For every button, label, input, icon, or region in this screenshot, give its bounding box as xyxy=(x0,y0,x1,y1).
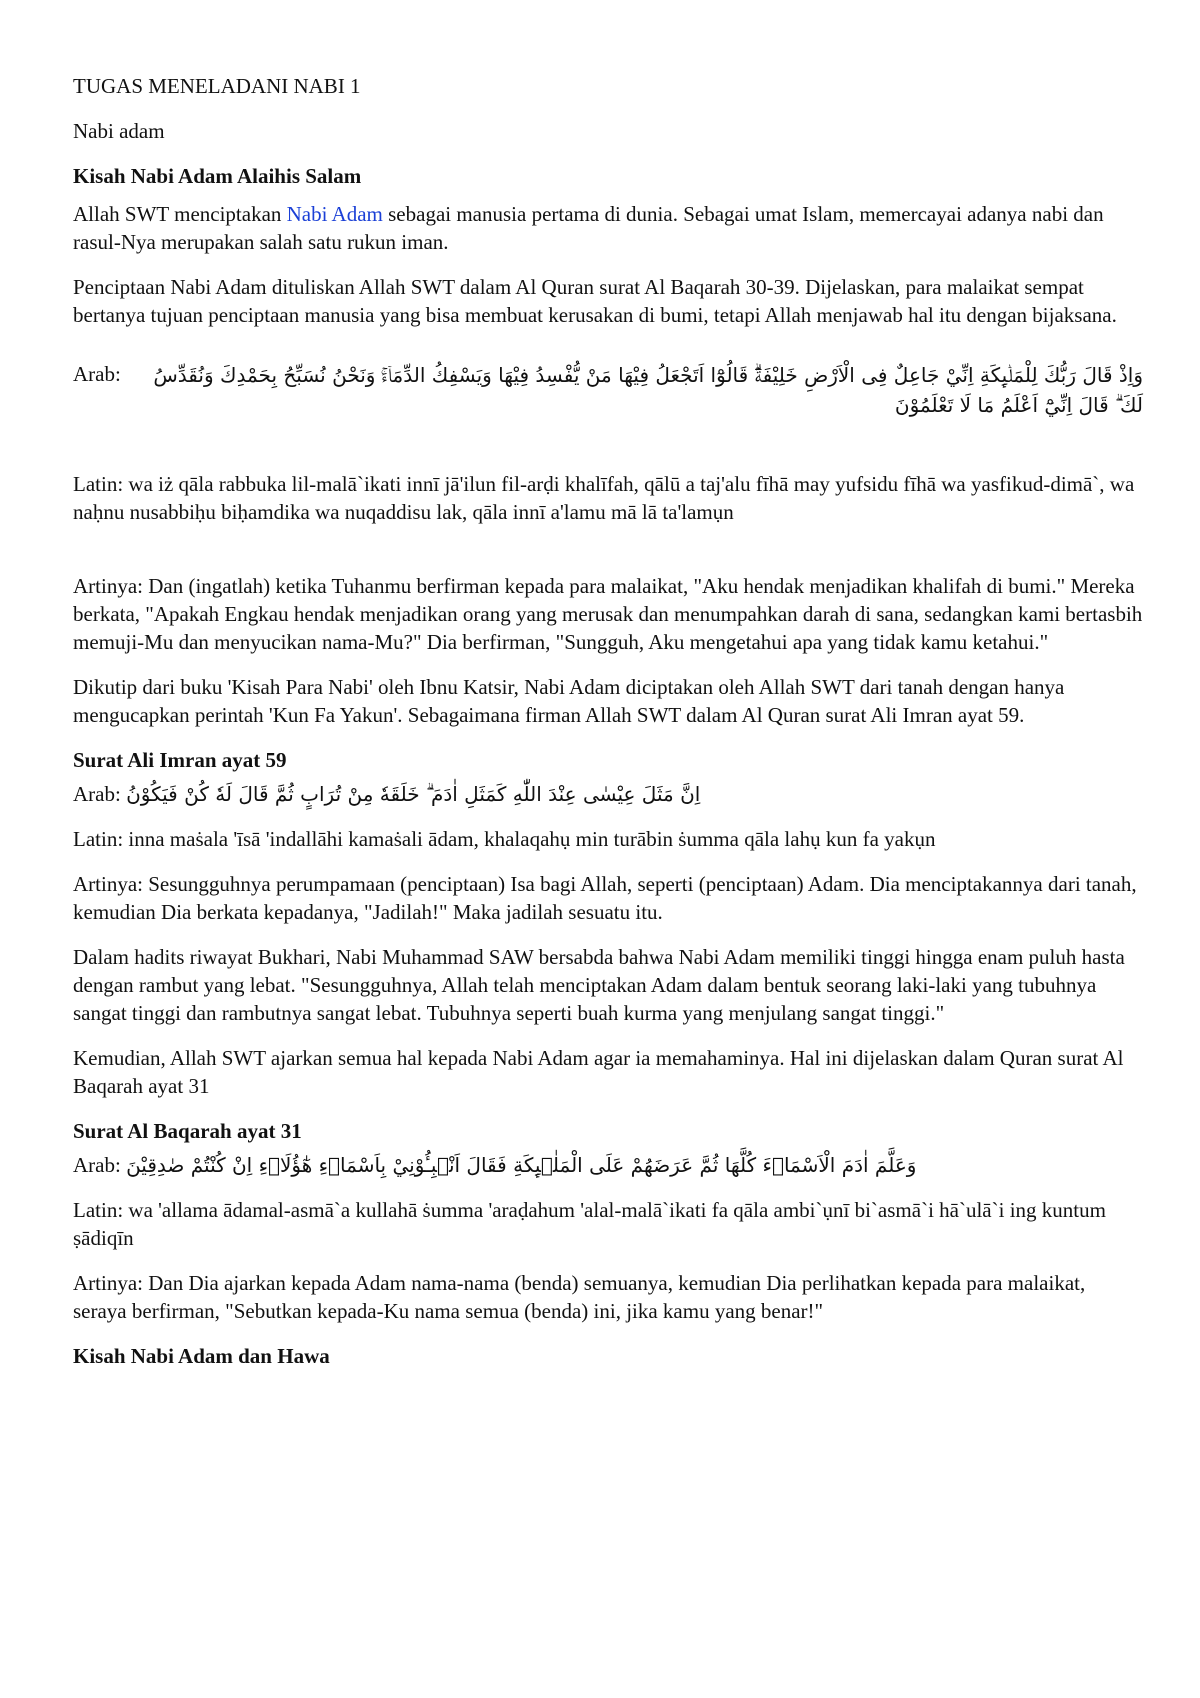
paragraph-intro xyxy=(73,200,1143,256)
heading-kisah: Kisah Nabi Adam Alaihis Salam xyxy=(73,164,362,188)
arab-label: Arab: xyxy=(73,362,121,386)
arabic-verse-3 xyxy=(73,1151,1143,1179)
paragraph-penciptaan: Penciptaan Nabi Adam dituliskan Allah SWT dalam Al Quran surat Al Baqarah 30-39. Dijelaskan, para malaikat sempat bertanya tujuan penciptaan manusia yang bisa membuat kerusakan di bumi, tetapi Allah menjawab hal itu dengan bijaksana. xyxy=(73,275,1117,327)
translation-3: Artinya: Dan Dia ajarkan kepada Adam nama-nama (benda) semuanya, kemudian Dia perlihatkan kepada para malaikat, seraya berfirman, "Sebutkan kepada-Ku nama semua (benda) ini, jika kamu yang benar!" xyxy=(73,1271,1086,1323)
arab-label: Arab: xyxy=(73,1153,121,1177)
arab-label: Arab: xyxy=(73,782,121,806)
translation-1: Artinya: Dan (ingatlah) ketika Tuhanmu berfirman kepada para malaikat, "Aku hendak menjadikan khalifah di bumi." Mereka berkata, "Apakah Engkau hendak menjadikan orang yang merusak dan menumpahkan darah di sana, sedangkan kami bertasbih memuji-Mu dan menyucikan nama-Mu?" Dia berfirman, "Sungguh, Aku mengetahui apa yang tidak kamu ketahui." xyxy=(73,574,1143,654)
translation-2: Artinya: Sesungguhnya perumpamaan (penciptaan) Isa bagi Allah, seperti (penciptaan) Adam. Dia menciptakannya dari tanah, kemudian Dia berkata kepadanya, "Jadilah!" Maka jadilah sesuatu itu. xyxy=(73,872,1137,924)
arabic-verse-1 xyxy=(73,346,1143,420)
arabic-text-1: وَاِذْ قَالَ رَبُّكَ لِلْمَلٰۤىِٕكَةِ اِنِّيْ جَاعِلٌ فِى الْاَرْضِ خَلِيْفَةًۗ قَالُوْٓا اَتَجْعَلُ فِيْهَا مَنْ يُّفْسِدُ فِيْهَا وَيَسْفِكُ الدِّمَاۤءَۚ وَنَحْنُ نُسَبِّحُ بِحَمْدِكَ وَنُقَدِّسُ لَكَ ۗ قَالَ اِنِّيْٓ اَعْلَمُ مَا لَا تَعْلَمُوْنَ xyxy=(153,363,1143,417)
document-title: TUGAS MENELADANI NABI 1 xyxy=(73,74,361,98)
paragraph-kun-fa-yakun: Dikutip dari buku 'Kisah Para Nabi' oleh Ibnu Katsir, Nabi Adam diciptakan oleh Allah SWT dari tanah dengan hanya mengucapkan perintah 'Kun Fa Yakun'. Sebagaimana firman Allah SWT dalam Al Quran surat Ali Imran ayat 59. xyxy=(73,675,1065,727)
latin-transliteration-3: Latin: wa 'allama ādamal-asmā`a kullahā ṡumma 'araḍahum 'alal-malā`ikati fa qāla ambi`ụnī bi`asmā`i hā`ulā`i ing kuntum ṣādiqīn xyxy=(73,1198,1106,1250)
paragraph-ajaran: Kemudian, Allah SWT ajarkan semua hal kepada Nabi Adam agar ia memahaminya. Hal ini dijelaskan dalam Quran surat Al Baqarah ayat 31 xyxy=(73,1046,1124,1098)
arabic-text-2: اِنَّ مَثَلَ عِيْسٰى عِنْدَ اللّٰهِ كَمَثَلِ اٰدَمَ ۗ خَلَقَهٗ مِنْ تُرَابٍ ثُمَّ قَالَ لَهٗ كُنْ فَيَكُوْنُ xyxy=(126,782,701,806)
heading-adam-hawa: Kisah Nabi Adam dan Hawa xyxy=(73,1344,330,1368)
heading-al-baqarah: Surat Al Baqarah ayat 31 xyxy=(73,1119,302,1143)
arabic-text-3: وَعَلَّمَ اٰدَمَ الْاَسْمَاۤءَ كُلَّهَا ثُمَّ عَرَضَهُمْ عَلَى الْمَلٰۤىِٕكَةِ فَقَالَ اَنْۢبِـُٔوْنِيْ بِاَسْمَاۤءِ هٰٓؤُلَاۤءِ اِنْ كُنْتُمْ صٰدِقِيْنَ xyxy=(126,1153,917,1177)
latin-transliteration-2: Latin: inna maṡala 'īsā 'indallāhi kamaṡali ādam, khalaqahụ min turābin ṡumma qāla lahụ kun fa yakụn xyxy=(73,827,936,851)
paragraph-hadits: Dalam hadits riwayat Bukhari, Nabi Muhammad SAW bersabda bahwa Nabi Adam memiliki tinggi hingga enam puluh hasta dengan rambut yang lebat. "Sesungguhnya, Allah telah menciptakan Adam dalam bentuk seorang laki-laki yang tubuhnya sangat tinggi dan rambutnya sangat lebat. Tubuhnya seperti buah kurma yang menjulang sangat tinggi." xyxy=(73,945,1125,1025)
nabi-adam-link[interactable]: Nabi Adam xyxy=(286,202,383,226)
document-subtitle: Nabi adam xyxy=(73,119,165,143)
paragraph-intro-start: Allah SWT menciptakan xyxy=(73,202,287,226)
arabic-verse-2 xyxy=(73,780,1143,808)
paragraph-intro-end: sebagai manusia pertama di dunia. Sebagai umat Islam, memercayai adanya nabi dan rasul-Nya merupakan salah satu rukun iman. xyxy=(73,202,1104,254)
latin-transliteration-1: Latin: wa iż qāla rabbuka lil-malā`ikati innī jā'ilun fil-arḍi khalīfah, qālū a taj'alu fīhā may yufsidu fīhā wa yasfikud-dimā`, wa naḥnu nusabbiḥu biḥamdika wa nuqaddisu lak, qāla innī a'lamu mā lā ta'lamụn xyxy=(73,472,1135,524)
heading-ali-imran: Surat Ali Imran ayat 59 xyxy=(73,748,287,772)
document-page xyxy=(73,72,1143,1380)
